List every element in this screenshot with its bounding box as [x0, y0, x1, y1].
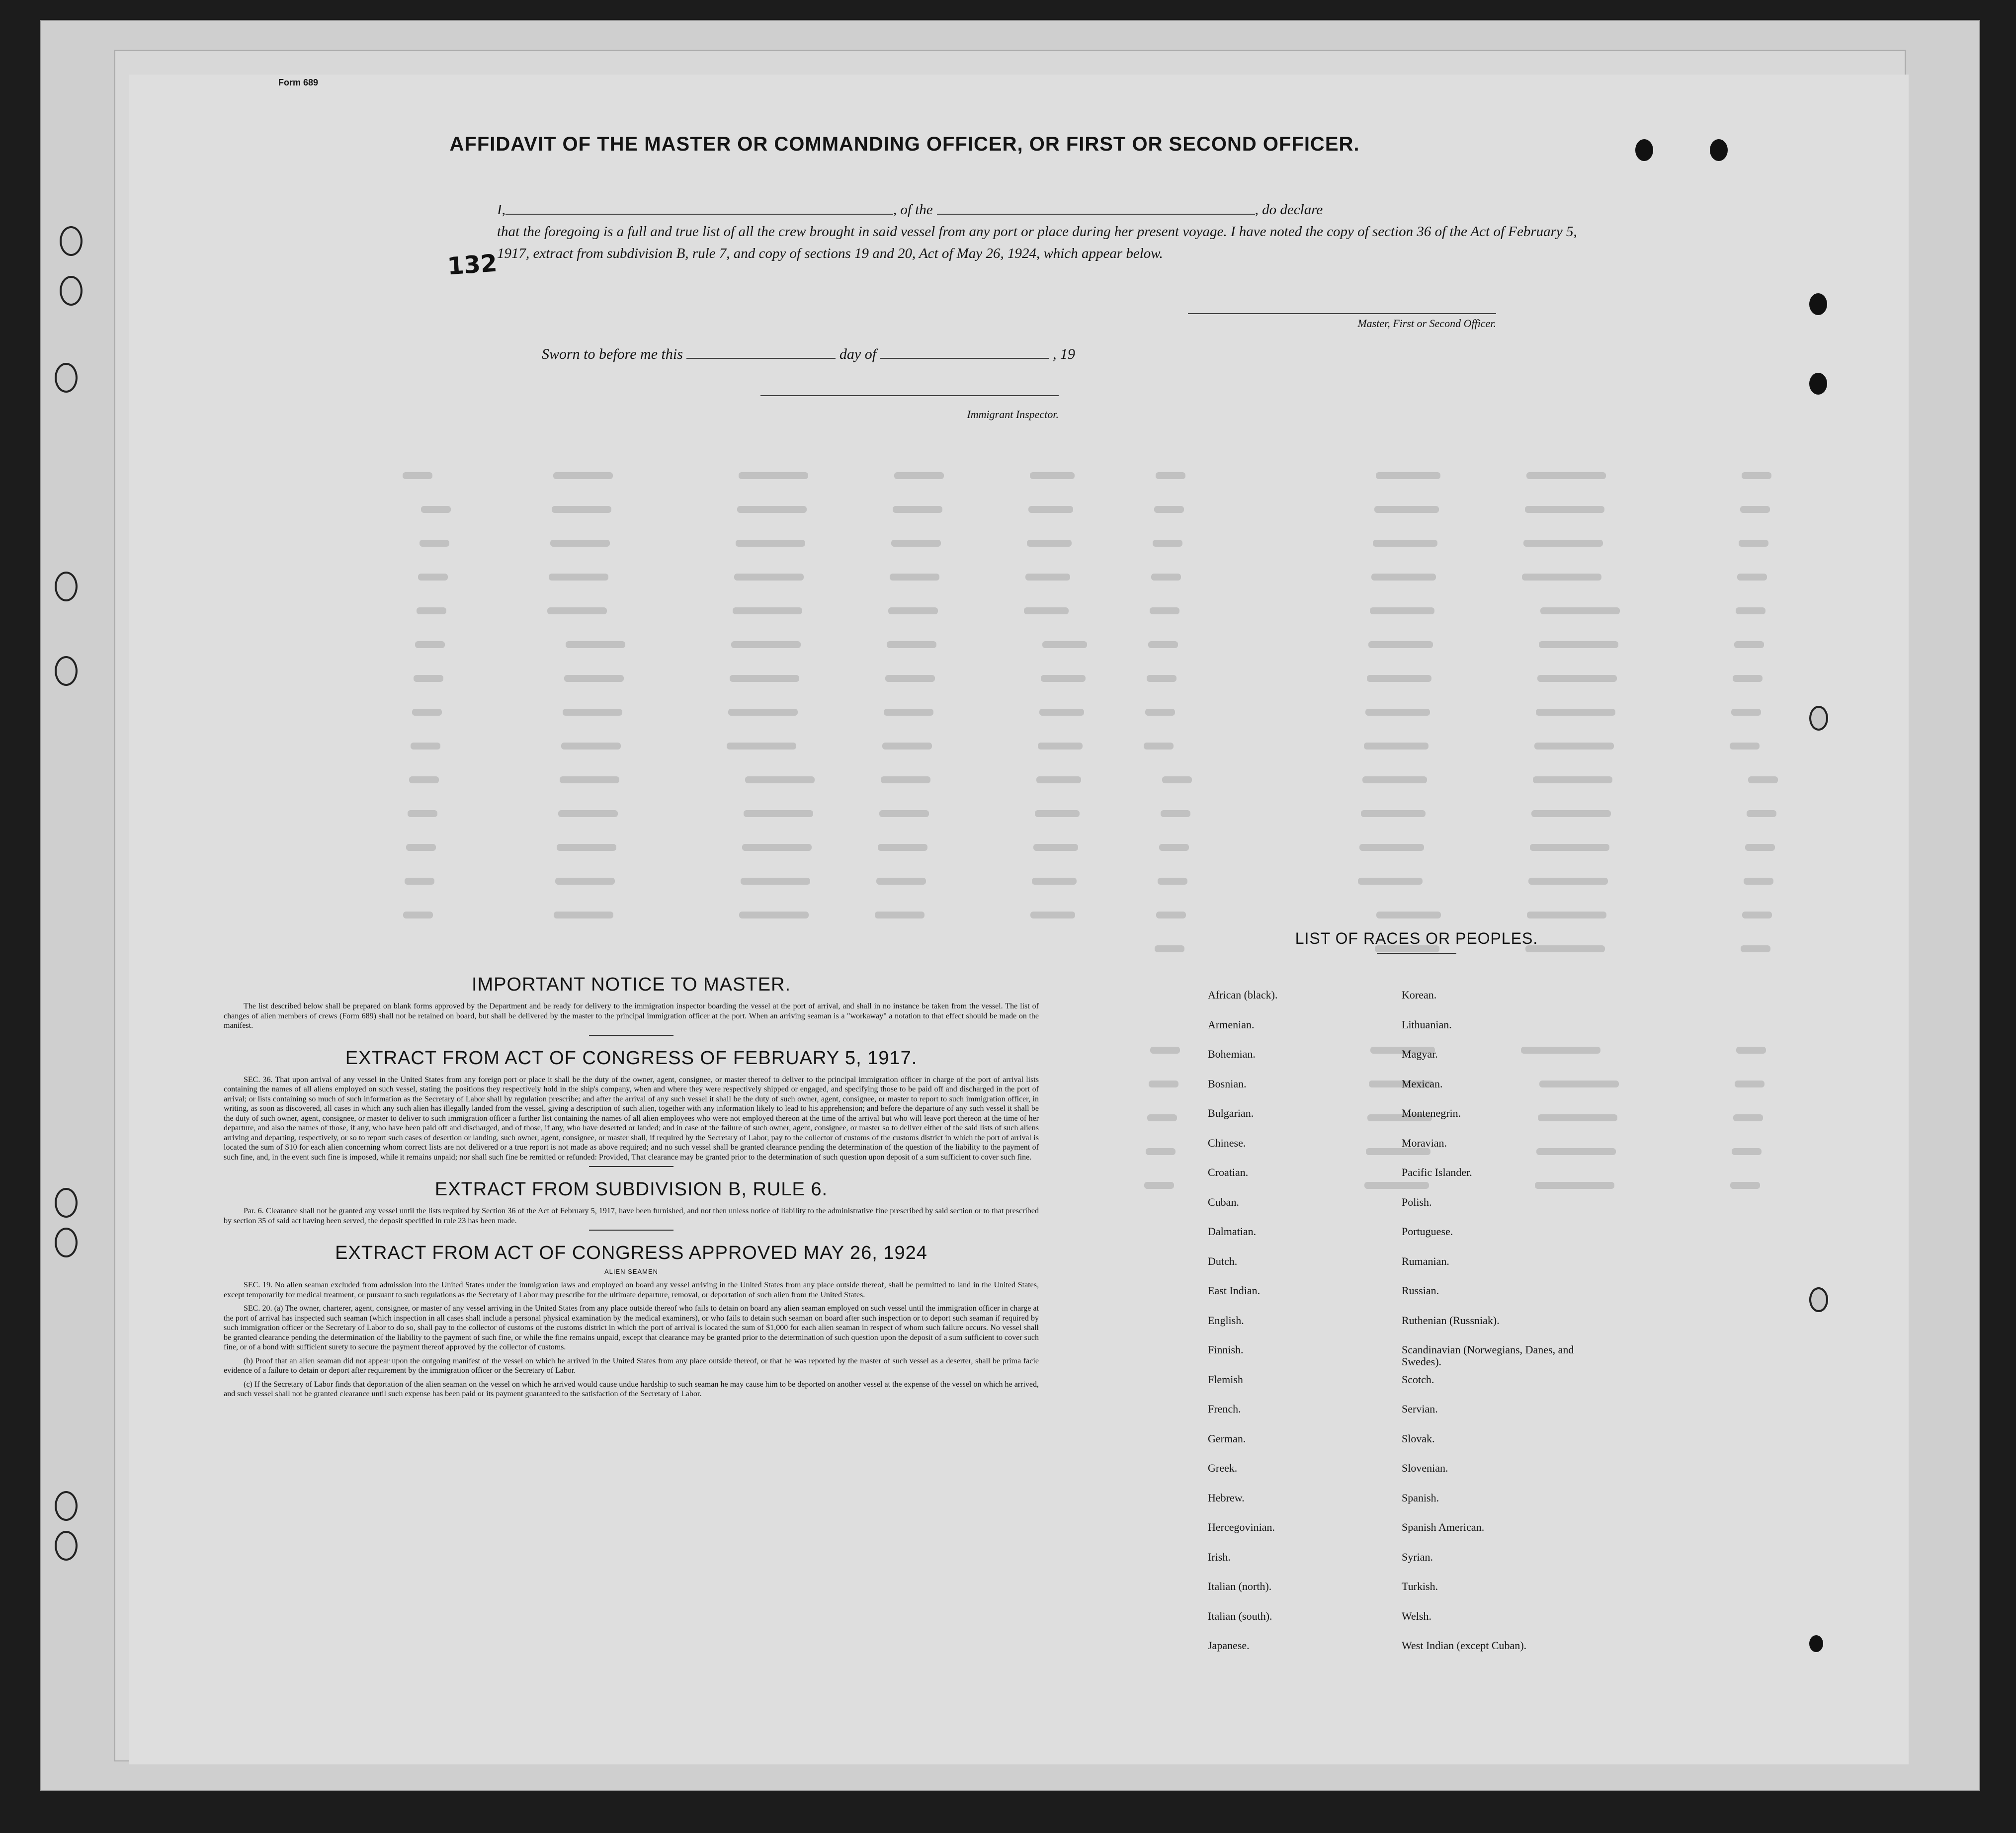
bleed-through-mark — [881, 776, 930, 783]
do-declare-label: , do declare — [1255, 202, 1323, 218]
affidavit-first-line — [497, 199, 1610, 221]
race-item: Turkish. — [1402, 1580, 1438, 1592]
bleed-through-mark — [1364, 1182, 1429, 1189]
bleed-through-mark — [1732, 1148, 1762, 1155]
bleed-through-mark — [1525, 506, 1604, 513]
race-item: Cuban. — [1208, 1196, 1239, 1208]
bleed-through-mark — [737, 506, 807, 513]
race-item: Armenian. — [1208, 1018, 1255, 1031]
punch-hole-icon — [1809, 1635, 1823, 1652]
affidavit-body: that the foregoing is a full and true list of all the crew brought in said vessel from any port or place during her present voyage. I have noted the copy of section 36 of the Act of February 5, 1917, extract from subdivision B, rule 7, and copy of sections 19 and 20, Act of May 26, 1924, which appear below. — [497, 224, 1577, 261]
bleed-through-mark — [1147, 1114, 1177, 1121]
race-item: English. — [1208, 1314, 1244, 1327]
bleed-through-mark — [550, 540, 610, 547]
bleed-through-row — [288, 574, 1854, 584]
binder-hole-icon — [55, 1531, 78, 1561]
bleed-through-mark — [875, 912, 924, 918]
race-item: Italian (north). — [1208, 1580, 1272, 1592]
bleed-through-mark — [1156, 912, 1186, 918]
race-item: Hercegovinian. — [1208, 1521, 1275, 1533]
affidavit-text — [497, 199, 1610, 264]
sworn-prefix: Sworn to before me this — [542, 346, 683, 362]
form-number: Form 689 — [278, 78, 319, 87]
day-of-label: day of — [839, 346, 877, 362]
bleed-through-mark — [1376, 472, 1440, 479]
race-item: Syrian. — [1402, 1551, 1433, 1563]
bleed-through-mark — [730, 675, 799, 682]
bleed-through-mark — [406, 844, 436, 851]
bleed-through-mark — [1028, 506, 1073, 513]
bleed-through-mark — [555, 878, 615, 885]
bleed-through-mark — [1030, 472, 1075, 479]
bleed-through-mark — [731, 641, 801, 648]
bleed-through-mark — [882, 743, 932, 750]
race-item: West Indian (except Cuban). — [1402, 1639, 1527, 1652]
bleed-through-mark — [566, 641, 625, 648]
manifest-page — [129, 75, 1909, 1764]
binder-hole-icon — [60, 226, 83, 256]
bleed-through-mark — [1153, 540, 1182, 547]
bleed-through-mark — [1537, 675, 1617, 682]
bleed-through-mark — [888, 607, 938, 614]
bleed-through-mark — [1530, 844, 1609, 851]
bleed-through-row — [288, 844, 1854, 855]
bleed-through-mark — [409, 776, 439, 783]
bleed-through-mark — [733, 607, 802, 614]
bleed-through-mark — [421, 506, 451, 513]
bleed-through-mark — [1370, 607, 1434, 614]
race-item: Hebrew. — [1208, 1492, 1245, 1504]
i-label: I, — [497, 202, 505, 218]
bleed-through-mark — [1523, 540, 1603, 547]
bleed-through-mark — [1362, 776, 1427, 783]
bleed-through-mark — [1521, 1047, 1600, 1054]
bleed-through-mark — [1742, 472, 1771, 479]
bleed-through-mark — [1151, 574, 1181, 581]
race-item: German. — [1208, 1432, 1246, 1445]
extract-1924-sec20c: (c) If the Secretary of Labor finds that deportation of the alien seaman on the vessel on which he arrived would cause undue hardship to such seaman he may cause him to be deported on another vessel at the expense of the vessel on which he arrived, and such vessel shall not be granted clearance until such expense has been paid or its payment guaranteed to the satisfaction of the Secretary of Labor. — [224, 1380, 1039, 1398]
of-the-label: , of the — [893, 202, 933, 218]
race-item: Lithuanian. — [1402, 1018, 1452, 1031]
punch-hole-icon — [1710, 139, 1728, 161]
bleed-through-mark — [739, 912, 809, 918]
bleed-through-mark — [405, 878, 434, 885]
race-item: Bulgarian. — [1208, 1107, 1254, 1119]
bleed-through-mark — [1735, 1081, 1764, 1087]
bleed-through-mark — [1359, 844, 1424, 851]
sworn-line — [542, 343, 1075, 363]
bleed-through-row — [288, 810, 1854, 821]
bleed-through-mark — [1159, 844, 1189, 851]
bleed-through-mark — [564, 675, 624, 682]
race-item: Servian. — [1402, 1403, 1438, 1415]
race-item: Bohemian. — [1208, 1048, 1256, 1060]
bleed-through-mark — [1534, 743, 1614, 750]
bleed-through-mark — [560, 776, 619, 783]
bleed-through-mark — [885, 675, 935, 682]
bleed-through-mark — [1737, 574, 1767, 581]
bleed-through-mark — [412, 709, 442, 716]
binder-hole-icon — [55, 656, 78, 686]
bleed-through-row — [288, 540, 1854, 551]
race-item: Moravian. — [1402, 1137, 1447, 1149]
bleed-through-mark — [876, 878, 926, 885]
bleed-through-mark — [1527, 912, 1606, 918]
bleed-through-mark — [1522, 574, 1601, 581]
bleed-through-mark — [1158, 878, 1187, 885]
bleed-through-mark — [1358, 878, 1423, 885]
bleed-through-mark — [739, 472, 808, 479]
bleed-through-mark — [1039, 709, 1084, 716]
bleed-through-mark — [1033, 844, 1078, 851]
bleed-through-mark — [734, 574, 804, 581]
race-item: Dalmatian. — [1208, 1225, 1257, 1238]
race-item: Polish. — [1402, 1196, 1432, 1208]
race-item: Finnish. — [1208, 1343, 1244, 1356]
extract-1924-sec20b: (b) Proof that an alien seaman did not appear upon the outgoing manifest of the vessel on which he arrived in the United States from any place outside thereof, or that he was reported by the master of such vessel as a deserter, shall be prima facie evidence of a failure to detain or deport after requirement by the immigration officer or the Secretary of Labor. — [224, 1356, 1039, 1375]
officer-name-field[interactable] — [505, 199, 893, 215]
divider — [1377, 953, 1456, 954]
master-signature-caption: Master, First or Second Officer. — [1357, 317, 1496, 330]
bleed-through-mark — [1744, 878, 1773, 885]
bleed-through-mark — [561, 743, 621, 750]
bleed-through-mark — [403, 912, 433, 918]
bleed-through-mark — [727, 743, 796, 750]
race-item: Irish. — [1208, 1551, 1231, 1563]
binder-hole-icon — [55, 1228, 78, 1257]
bleed-through-mark — [408, 810, 437, 817]
bleed-through-mark — [1036, 776, 1081, 783]
bleed-through-mark — [741, 878, 810, 885]
bleed-through-mark — [1024, 607, 1069, 614]
bleed-through-mark — [1155, 945, 1184, 952]
bleed-through-mark — [1149, 1081, 1178, 1087]
bleed-through-row — [288, 506, 1854, 517]
bleed-through-mark — [403, 472, 432, 479]
extract-1917-text: SEC. 36. That upon arrival of any vessel in the United States from any foreign port or place it shall be the duty of the owner, agent, consignee, or master thereof to deliver to the principal immigration officer in charge of the port of arrival lists containing the names of all aliens employed on such vessel, stating the positions they respectively hold in the ship's company, when and where they were respectively shipped or engaged, and specifying those to be paid off and discharged in the port of arrival; or lists containing so much of such information as the Secretary of Labor shall by regulation prescribe; and after the arrival of any such vessel it shall be the duty of such owner, agent, consignee, or master to report to such immigration officer, in writing, as soon as discovered, all cases in which any such alien has illegally landed from the vessel, giving a description of such alien, together with any information likely to lead to his apprehension; and before the departure of any such vessel it shall be the duty of such owner, agent, consignee, or master to deliver to such immigration officer a further list containing the names of all alien employees who were not employed thereon at the time of the arrival but who will leave port thereon at the time of her departure, and also the names of those, if any, who have been paid off and discharged, and of those, if any, who have deserted or landed; and in case of the failure of such owner, agent, consignee, or master so to deliver either of the said lists of such aliens arriving and departing, respectively, or so to report such cases of desertion or landing, such owner, agent, consignee, or master shall, if required by the Secretary of Labor, pay to the collector of customs of the customs district in which the port of arrival is located the sum of $10 for each alien concerning whom correct lists are not delivered or a true report is not made as above required; and no such vessel shall be granted clearance pending the determination of the question of the liability to the payment of such fine, and, in the event such fine is imposed, while it remains unpaid; nor shall such fine be remitted or refunded: Provided, That clearance may be granted prior to the determination of such question upon deposit of a sum sufficient to cover such fine. — [224, 1075, 1039, 1162]
bleed-through-mark — [1366, 1148, 1430, 1155]
races-heading: LIST OF RACES OR PEOPLES. — [1295, 929, 1538, 947]
race-item: Slovenian. — [1402, 1462, 1448, 1474]
race-item: African (black). — [1208, 989, 1278, 1001]
race-item: Bosnian. — [1208, 1078, 1247, 1090]
bleed-through-mark — [891, 540, 941, 547]
notice-section — [224, 974, 1039, 1403]
bleed-through-mark — [1364, 743, 1428, 750]
bleed-through-mark — [1373, 540, 1437, 547]
vessel-name-field[interactable] — [937, 199, 1255, 215]
bleed-through-mark — [418, 574, 448, 581]
bleed-through-mark — [554, 912, 613, 918]
bleed-through-mark — [1156, 472, 1185, 479]
bleed-through-mark — [553, 472, 613, 479]
bleed-through-mark — [558, 810, 618, 817]
binder-hole-icon — [55, 363, 78, 393]
bleed-through-mark — [1041, 675, 1086, 682]
inspector-signature-field[interactable] — [760, 395, 1059, 396]
binder-hole-icon — [55, 572, 78, 601]
bleed-through-mark — [1745, 844, 1775, 851]
bleed-through-mark — [549, 574, 608, 581]
bleed-through-mark — [1035, 810, 1080, 817]
extract-rule6-heading: EXTRACT FROM SUBDIVISION B, RULE 6. — [434, 1179, 828, 1200]
bleed-through-row — [288, 472, 1854, 483]
race-item: Pacific Islander. — [1402, 1166, 1472, 1178]
bleed-through-mark — [894, 472, 944, 479]
bleed-through-mark — [1528, 878, 1608, 885]
bleed-through-mark — [1161, 810, 1190, 817]
race-item: Croatian. — [1208, 1166, 1249, 1178]
bleed-through-mark — [1734, 641, 1764, 648]
bleed-through-mark — [1739, 540, 1768, 547]
bleed-through-mark — [411, 743, 440, 750]
bleed-through-mark — [1367, 675, 1431, 682]
bleed-through-mark — [1540, 607, 1620, 614]
extract-1924-sec19: SEC. 19. No alien seaman excluded from admission into the United States under the immigration laws and employed on board any vessel arriving in the United States from any place outside thereof, shall be permitted to land in the United States, except temporarily for medical treatment, or pursuant to such regulations as the Secretary of Labor may prescribe for the ultimate departure, removal, or deportation of such alien from the United States. — [224, 1281, 1039, 1299]
bleed-through-mark — [1748, 776, 1778, 783]
bleed-through-mark — [1038, 743, 1083, 750]
bleed-through-mark — [563, 709, 622, 716]
bleed-through-mark — [878, 844, 927, 851]
bleed-through-mark — [1531, 810, 1611, 817]
bleed-through-row — [288, 607, 1854, 618]
punch-hole-icon — [1635, 139, 1653, 161]
punch-hole-icon — [1809, 1287, 1828, 1312]
sworn-month-field[interactable] — [880, 343, 1049, 359]
bleed-through-row — [288, 675, 1854, 686]
bleed-through-row — [288, 641, 1854, 652]
bleed-through-mark — [1539, 1081, 1619, 1087]
bleed-through-row — [288, 878, 1854, 889]
binder-hole-icon — [55, 1491, 78, 1521]
affidavit-title: AFFIDAVIT OF THE MASTER OR COMMANDING OFFICER, OR FIRST OR SECOND OFFICER. — [449, 133, 1360, 155]
bleed-through-mark — [1150, 1047, 1180, 1054]
bleed-through-mark — [1025, 574, 1070, 581]
alien-seamen-subheading: ALIEN SEAMEN — [604, 1268, 659, 1275]
bleed-through-row — [288, 709, 1854, 720]
bleed-through-mark — [1371, 574, 1436, 581]
bleed-through-mark — [728, 709, 798, 716]
bleed-through-mark — [1533, 776, 1612, 783]
race-item: Flemish — [1208, 1373, 1243, 1386]
extract-1924-sec20a: SEC. 20. (a) The owner, charterer, agent, consignee, or master of any vessel arriving in the United States from any place outside thereof who fails to detain on board any alien seaman employed on such vessel until the immigration officer in charge at the port of arrival has inspected such seaman (which inspection in all cases shall include a personal physical examination by the medical examiners), or who fails to detain such seaman on board after such inspection or to deport such seaman if required by such immigration officer or the Secretary of Labor to do so, shall pay to the collector of customs of the customs district in which the port of arrival is located the sum of $1,000 for each alien seaman in respect of whom such failure occurs. No vessel shall be granted clearance pending the determination of the liability to the payment of such fine, or while the fine remains unpaid, except that clearance may be granted prior to the determination of such question upon the deposit of a sum sufficient to cover such fine, or of a bond with sufficient surety to secure the payment thereof approved by the collector of customs. — [224, 1304, 1039, 1351]
bleed-through-mark — [1145, 709, 1175, 716]
bleed-through-mark — [887, 641, 936, 648]
important-notice-heading: IMPORTANT NOTICE TO MASTER. — [471, 974, 791, 995]
sworn-day-field[interactable] — [686, 343, 836, 359]
punch-hole-icon — [1809, 293, 1827, 315]
bleed-through-mark — [420, 540, 449, 547]
race-item: Dutch. — [1208, 1255, 1238, 1267]
bleed-through-mark — [547, 607, 607, 614]
race-item: Greek. — [1208, 1462, 1238, 1474]
race-item: Japanese. — [1208, 1639, 1250, 1652]
punch-hole-icon — [1809, 373, 1827, 395]
bleed-through-mark — [1150, 607, 1179, 614]
bleed-through-mark — [1032, 878, 1077, 885]
bleed-through-mark — [1146, 1148, 1176, 1155]
bleed-through-row — [288, 743, 1854, 753]
bleed-through-mark — [1154, 506, 1184, 513]
race-item: Chinese. — [1208, 1137, 1246, 1149]
bleed-through-mark — [1526, 472, 1606, 479]
extract-1924-heading: EXTRACT FROM ACT OF CONGRESS APPROVED MAY 26, 1924 — [335, 1243, 927, 1263]
races-section — [1193, 929, 1640, 1652]
race-item: Ruthenian (Russniak). — [1402, 1314, 1500, 1327]
bleed-through-mark — [1539, 641, 1618, 648]
bleed-through-mark — [1536, 1148, 1616, 1155]
bleed-through-mark — [1376, 912, 1441, 918]
race-item: Scandinavian (Norwegians, Danes, and Swedes). — [1402, 1343, 1574, 1368]
bleed-through-row — [288, 912, 1854, 922]
binder-hole-icon — [55, 1188, 78, 1218]
divider — [589, 1035, 673, 1036]
bleed-through-mark — [736, 540, 805, 547]
bleed-through-mark — [1731, 709, 1761, 716]
race-item: French. — [1208, 1403, 1241, 1415]
master-signature-field[interactable] — [1188, 313, 1496, 314]
bleed-through-mark — [890, 574, 939, 581]
bleed-through-mark — [1147, 675, 1176, 682]
bleed-through-mark — [417, 607, 446, 614]
race-item: Spanish. — [1402, 1492, 1439, 1504]
bleed-through-mark — [1042, 641, 1087, 648]
extract-1917-heading: EXTRACT FROM ACT OF CONGRESS OF FEBRUARY 5, 1917. — [345, 1047, 918, 1069]
bleed-through-mark — [1740, 506, 1770, 513]
inspector-caption: Immigrant Inspector. — [967, 408, 1059, 420]
bleed-through-mark — [745, 776, 815, 783]
bleed-through-mark — [1730, 743, 1760, 750]
master-signature-block — [1128, 313, 1496, 330]
race-item: Montenegrin. — [1402, 1107, 1461, 1119]
bleed-through-mark — [1374, 506, 1439, 513]
bleed-through-mark — [1538, 1114, 1617, 1121]
race-item: Portuguese. — [1402, 1225, 1453, 1238]
bleed-through-mark — [879, 810, 929, 817]
bleed-through-mark — [1736, 1047, 1766, 1054]
bleed-through-mark — [1536, 709, 1615, 716]
bleed-through-mark — [1365, 709, 1430, 716]
bleed-through-row — [288, 776, 1854, 787]
extract-rule6-text: Par. 6. Clearance shall not be granted any vessel until the lists required by Section 36 of the Act of February 5, 1917, have been furnished, and not then unless notice of liability to the administrative fine prescribed by said section or to that prescribed by section 35 of said act having been served, the deposit specified in rule 23 has been made. — [224, 1207, 1039, 1225]
bleed-through-mark — [893, 506, 942, 513]
divider — [589, 1166, 673, 1167]
bleed-through-mark — [1144, 743, 1174, 750]
bleed-through-mark — [1741, 945, 1770, 952]
bleed-through-mark — [552, 506, 611, 513]
bleed-through-mark — [742, 844, 812, 851]
bleed-through-mark — [1733, 675, 1763, 682]
bleed-through-mark — [884, 709, 933, 716]
race-item: Slovak. — [1402, 1432, 1435, 1445]
inspector-signature-block — [711, 395, 1059, 421]
handwritten-page-number: 132 — [446, 249, 499, 281]
bleed-through-mark — [1030, 912, 1075, 918]
binder-hole-icon — [60, 276, 83, 306]
race-item: Italian (south). — [1208, 1610, 1272, 1622]
race-item: Mexican. — [1402, 1078, 1443, 1090]
bleed-through-mark — [1148, 641, 1178, 648]
bleed-through-mark — [557, 844, 616, 851]
bleed-through-mark — [414, 675, 443, 682]
race-item: Scotch. — [1402, 1373, 1434, 1386]
bleed-through-mark — [1368, 641, 1433, 648]
bleed-through-mark — [1742, 912, 1772, 918]
bleed-through-mark — [1747, 810, 1776, 817]
year-prefix: , 19 — [1053, 346, 1076, 362]
bleed-through-mark — [1736, 607, 1765, 614]
race-item: Magyar. — [1402, 1048, 1438, 1060]
bleed-through-mark — [1027, 540, 1072, 547]
race-item: Welsh. — [1402, 1610, 1431, 1622]
important-notice-text: The list described below shall be prepared on blank forms approved by the Department and be ready for delivery to the immigration inspector boarding the vessel at the port of arrival, and shall in no instance be taken from the vessel. The list of changes of alien members of crews (Form 689) shall not be retained on board, but shall be delivered by the master to the principal immigration officer at the port. When an arriving seaman is a "workaway" a notation to that effect should be made on the manifest. — [224, 1002, 1039, 1030]
bleed-through-mark — [1730, 1182, 1760, 1189]
bleed-through-mark — [415, 641, 445, 648]
bleed-through-mark — [1144, 1182, 1174, 1189]
race-item: East Indian. — [1208, 1284, 1260, 1297]
bleed-through-mark — [744, 810, 813, 817]
race-item: Korean. — [1402, 989, 1437, 1001]
bleed-through-mark — [1162, 776, 1192, 783]
bleed-through-mark — [1361, 810, 1426, 817]
divider — [589, 1230, 673, 1231]
bleed-through-mark — [1733, 1114, 1763, 1121]
race-item: Spanish American. — [1402, 1521, 1485, 1533]
race-item: Russian. — [1402, 1284, 1439, 1297]
bleed-through-mark — [1535, 1182, 1614, 1189]
race-item: Rumanian. — [1402, 1255, 1449, 1267]
